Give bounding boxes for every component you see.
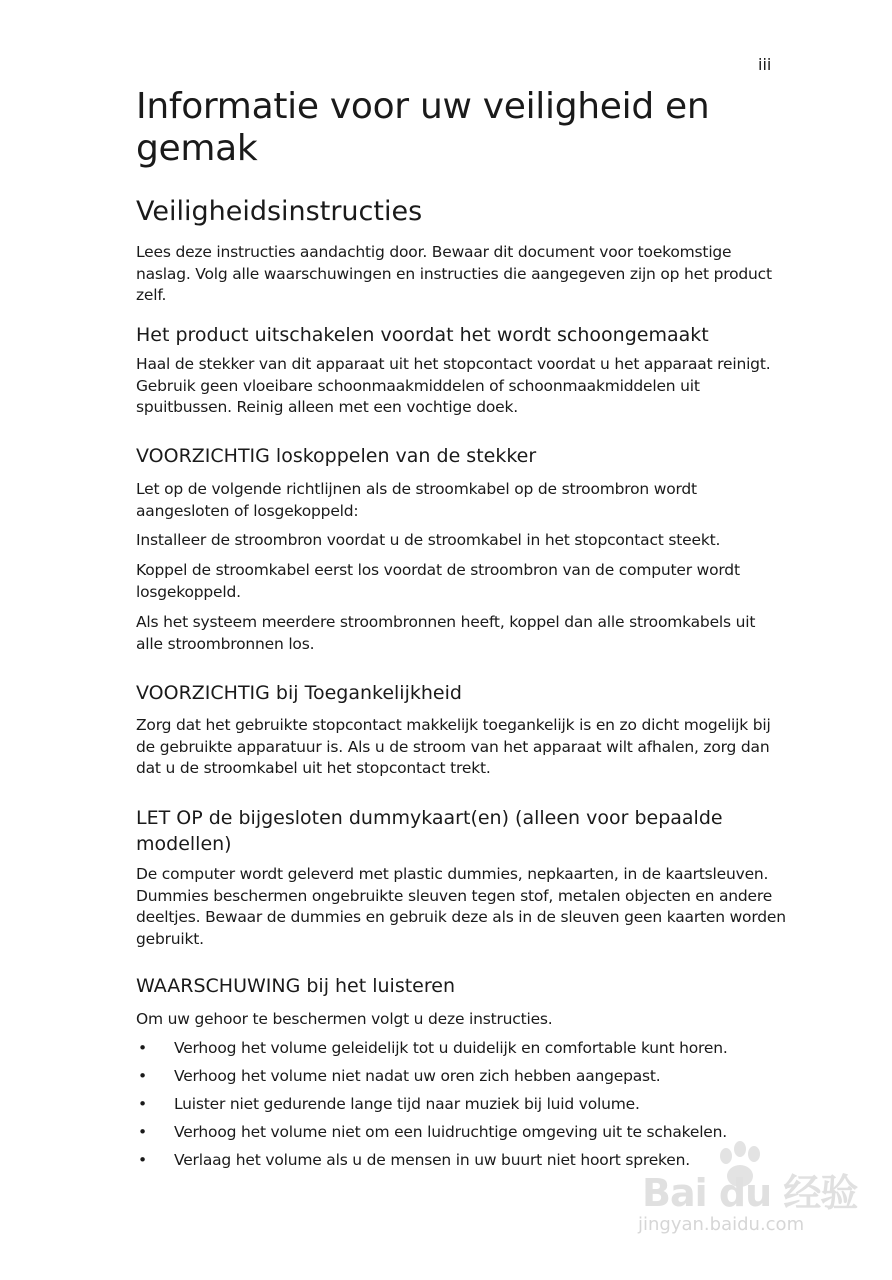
section-heading: Veiligheidsinstructies [136,196,423,227]
paragraph-dummycards: De computer wordt geleverd met plastic dummies, nepkaarten, in de kaartsleuven. Dummies beschermen ongebruikte sleuven tegen stof, metalen objecten en andere deeltjes. Bewaar de dummies en gebruik deze als in de sleuven geen kaarten worden gebruikt. [136,865,786,948]
subsection-heading-cleaning: Het product uitschakelen voordat het wordt schoongemaakt [136,324,709,346]
subsection-heading-listening: WAARSCHUWING bij het luisteren [136,975,456,997]
paragraph-unplug-4: Als het systeem meerdere stroombronnen heeft, koppel dan alle stroomkabels uit alle stroombronnen los. [136,613,756,653]
list-item [136,1093,796,1121]
intro-paragraph: Lees deze instructies aandachtig door. Bewaar dit document voor toekomstige naslag. Volg alle waarschuwingen en instructies die aangegeven zijn op het product zelf. [136,243,772,304]
list-item-text: Verhoog het volume geleidelijk tot u duidelijk en comfortable kunt horen. [174,1039,728,1057]
watermark-url: jingyan.baidu.com [638,1214,805,1235]
bullet-icon: • [138,1123,147,1141]
paragraph-unplug-1: Let op de volgende richtlijnen als de stroomkabel op de stroombron wordt aangesloten of losgekoppeld: [136,480,697,520]
paragraph-accessibility: Zorg dat het gebruikte stopcontact makkelijk toegankelijk is en zo dicht mogelijk bij de gebruikte apparatuur is. Als u de stroom van het apparaat wilt afhalen, zorg dan dat u de stroomkabel uit het stopcontact trekt. [136,716,771,777]
list-item-text: Luister niet gedurende lange tijd naar muziek bij luid volume. [174,1095,640,1113]
paragraph-unplug-3: Koppel de stroomkabel eerst los voordat de stroombron van de computer wordt losgekoppeld. [136,561,740,601]
subsection-heading-accessibility: VOORZICHTIG bij Toegankelijkheid [136,682,462,704]
bullet-icon: • [138,1095,147,1113]
page-number: iii [758,55,772,74]
bullet-icon: • [138,1039,147,1057]
bullet-icon: • [138,1151,147,1169]
subsection-heading-unplug: VOORZICHTIG loskoppelen van de stekker [136,445,537,467]
subsection-heading-dummycards: LET OP de bijgesloten dummykaart(en) (alleen voor bepaalde modellen) [136,807,723,855]
list-item [136,1037,796,1065]
list-item-text: Verhoog het volume niet om een luidruchtige omgeving uit te schakelen. [174,1123,727,1141]
bullet-icon: • [138,1067,147,1085]
paragraph-unplug-2: Installeer de stroombron voordat u de stroomkabel in het stopcontact steekt. [136,531,721,549]
watermark-logo: Bai du 经验 [642,1171,858,1215]
paragraph-listening: Om uw gehoor te beschermen volgt u deze instructies. [136,1010,553,1028]
list-item [136,1065,796,1093]
baidu-watermark [632,1140,872,1250]
page-title: Informatie voor uw veiligheid en gemak [136,86,710,169]
list-item-text: Verhoog het volume niet nadat uw oren zich hebben aangepast. [174,1067,661,1085]
list-item-text: Verlaag het volume als u de mensen in uw buurt niet hoort spreken. [174,1151,690,1169]
paragraph-cleaning: Haal de stekker van dit apparaat uit het stopcontact voordat u het apparaat reinigt. Gebruik geen vloeibare schoonmaakmiddelen of schoonmaakmiddelen uit spuitbussen. Reinig alleen met een vochtige doek. [136,355,771,416]
